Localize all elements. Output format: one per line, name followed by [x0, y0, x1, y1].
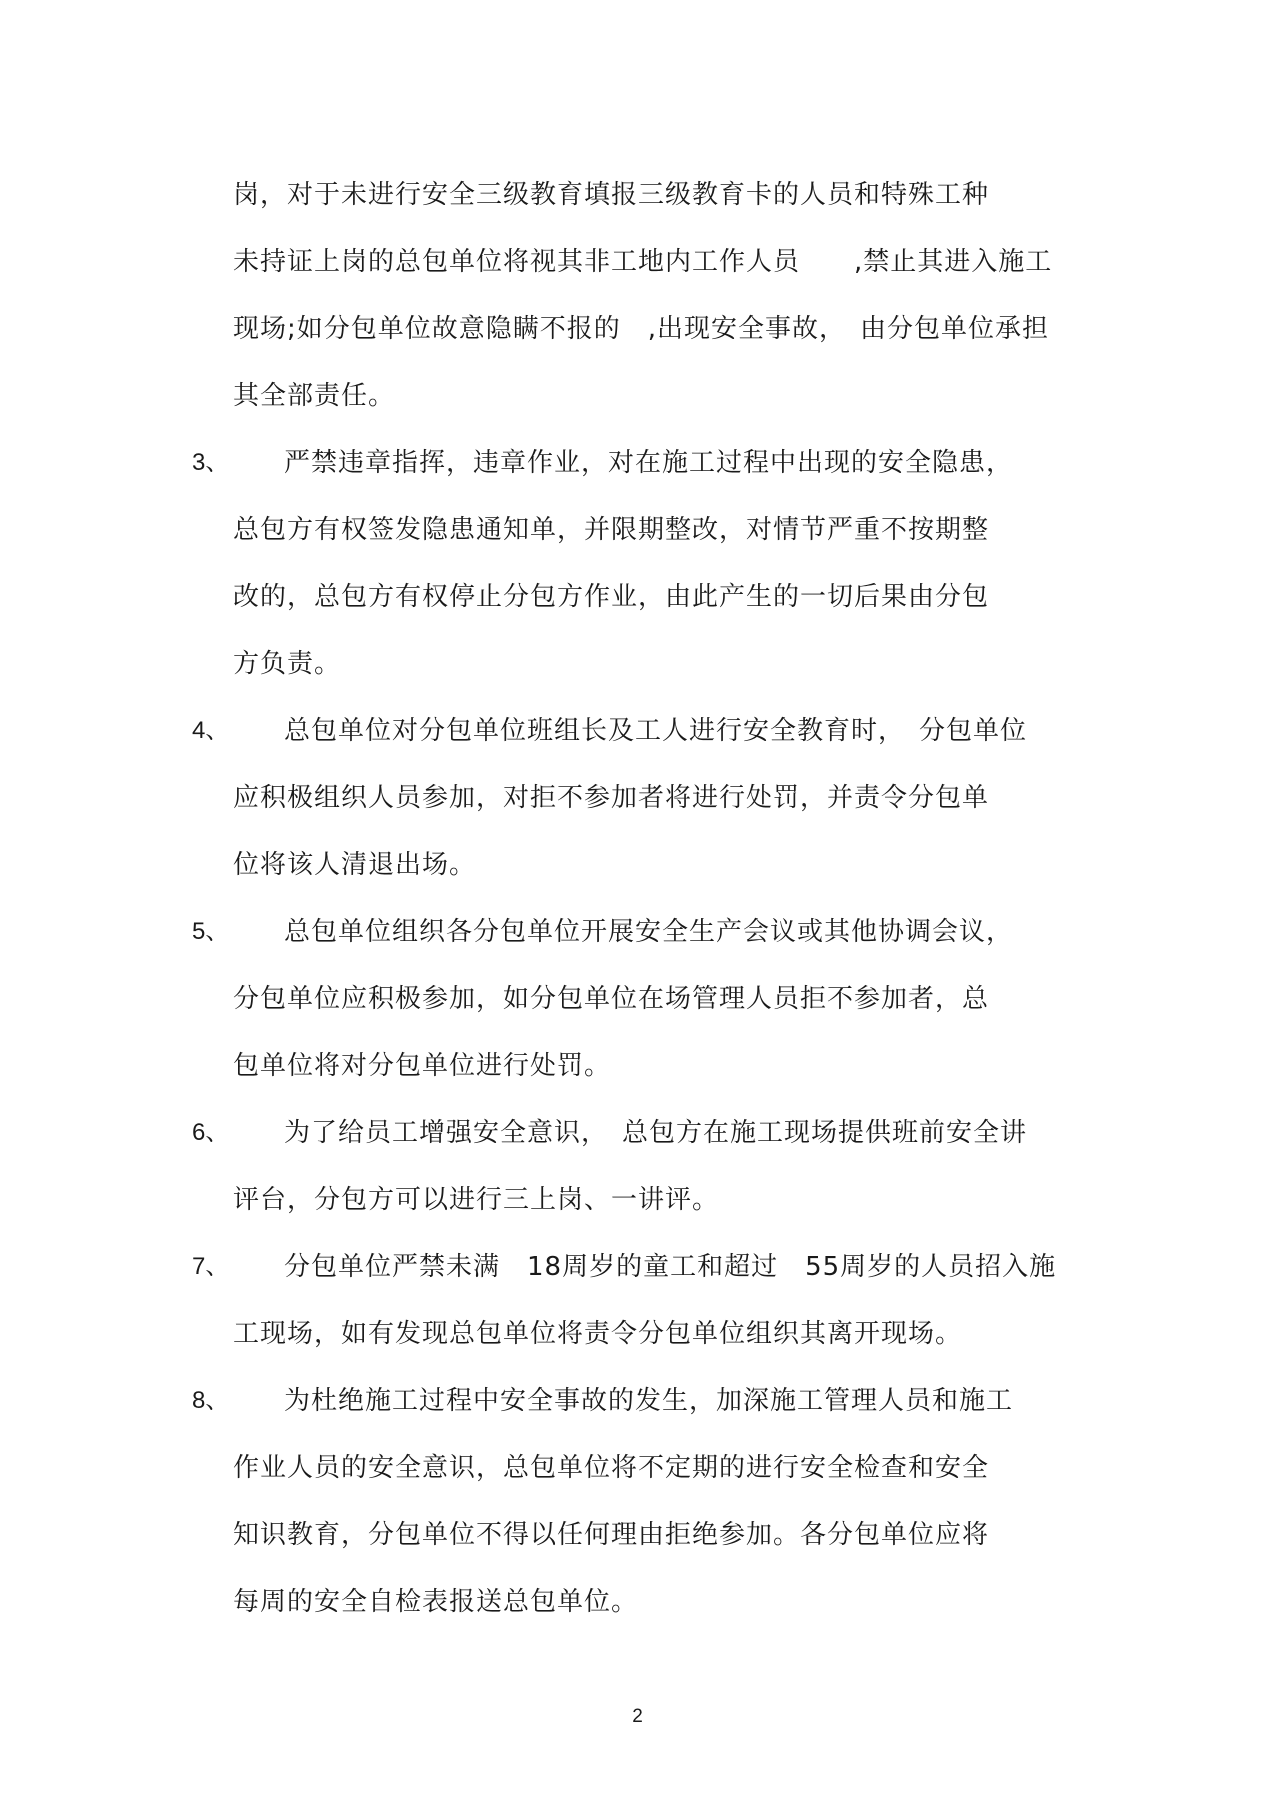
continuation-line: 现场;如分包单位故意隐瞒不报的 ,出现安全事故， 由分包单位承担	[233, 314, 1050, 344]
item-line: 工现场，如有发现总包单位将责令分包单位组织其离开现场。	[233, 1319, 963, 1349]
item-number: 3、	[192, 449, 230, 476]
item-line: 改的，总包方有权停止分包方作业，由此产生的一切后果由分包	[233, 582, 990, 612]
item-number: 7、	[192, 1253, 230, 1280]
item-number: 4、	[192, 717, 230, 744]
item-line: 方负责。	[233, 649, 342, 679]
item-line: 严禁违章指挥，违章作业，对在施工过程中出现的安全隐患，	[284, 448, 1014, 478]
page-number: 2	[632, 1706, 643, 1727]
item-line: 评台，分包方可以进行三上岗、一讲评。	[233, 1185, 720, 1215]
item-number: 5、	[192, 918, 230, 945]
item-line: 总包方有权签发隐患通知单，并限期整改，对情节严重不按期整	[233, 515, 990, 545]
item-line: 为了给员工增强安全意识， 总包方在施工现场提供班前安全讲	[284, 1118, 1028, 1148]
item-number: 8、	[192, 1387, 230, 1414]
continuation-line: 未持证上岗的总包单位将视其非工地内工作人员 ,禁止其进入施工	[233, 247, 1053, 277]
continuation-line: 其全部责任。	[233, 381, 396, 411]
continuation-line: 岗，对于未进行安全三级教育填报三级教育卡的人员和特殊工种	[233, 180, 990, 210]
item-line: 分包单位应积极参加，如分包单位在场管理人员拒不参加者，总	[233, 984, 990, 1014]
item-number: 6、	[192, 1119, 230, 1146]
item-line: 每周的安全自检表报送总包单位。	[233, 1587, 639, 1617]
item-line: 知识教育，分包单位不得以任何理由拒绝参加。各分包单位应将	[233, 1520, 990, 1550]
item-line: 位将该人清退出场。	[233, 850, 477, 880]
item-line: 总包单位组织各分包单位开展安全生产会议或其他协调会议，	[284, 917, 1014, 947]
item-line: 作业人员的安全意识，总包单位将不定期的进行安全检查和安全	[233, 1453, 990, 1483]
item-line: 为杜绝施工过程中安全事故的发生，加深施工管理人员和施工	[284, 1386, 1014, 1416]
item-line: 总包单位对分包单位班组长及工人进行安全教育时， 分包单位	[284, 716, 1028, 746]
item-line: 应积极组织人员参加，对拒不参加者将进行处罚，并责令分包单	[233, 783, 990, 813]
item-line: 分包单位严禁未满 18周岁的童工和超过 55周岁的人员招入施	[284, 1252, 1057, 1282]
item-line: 包单位将对分包单位进行处罚。	[233, 1051, 612, 1081]
